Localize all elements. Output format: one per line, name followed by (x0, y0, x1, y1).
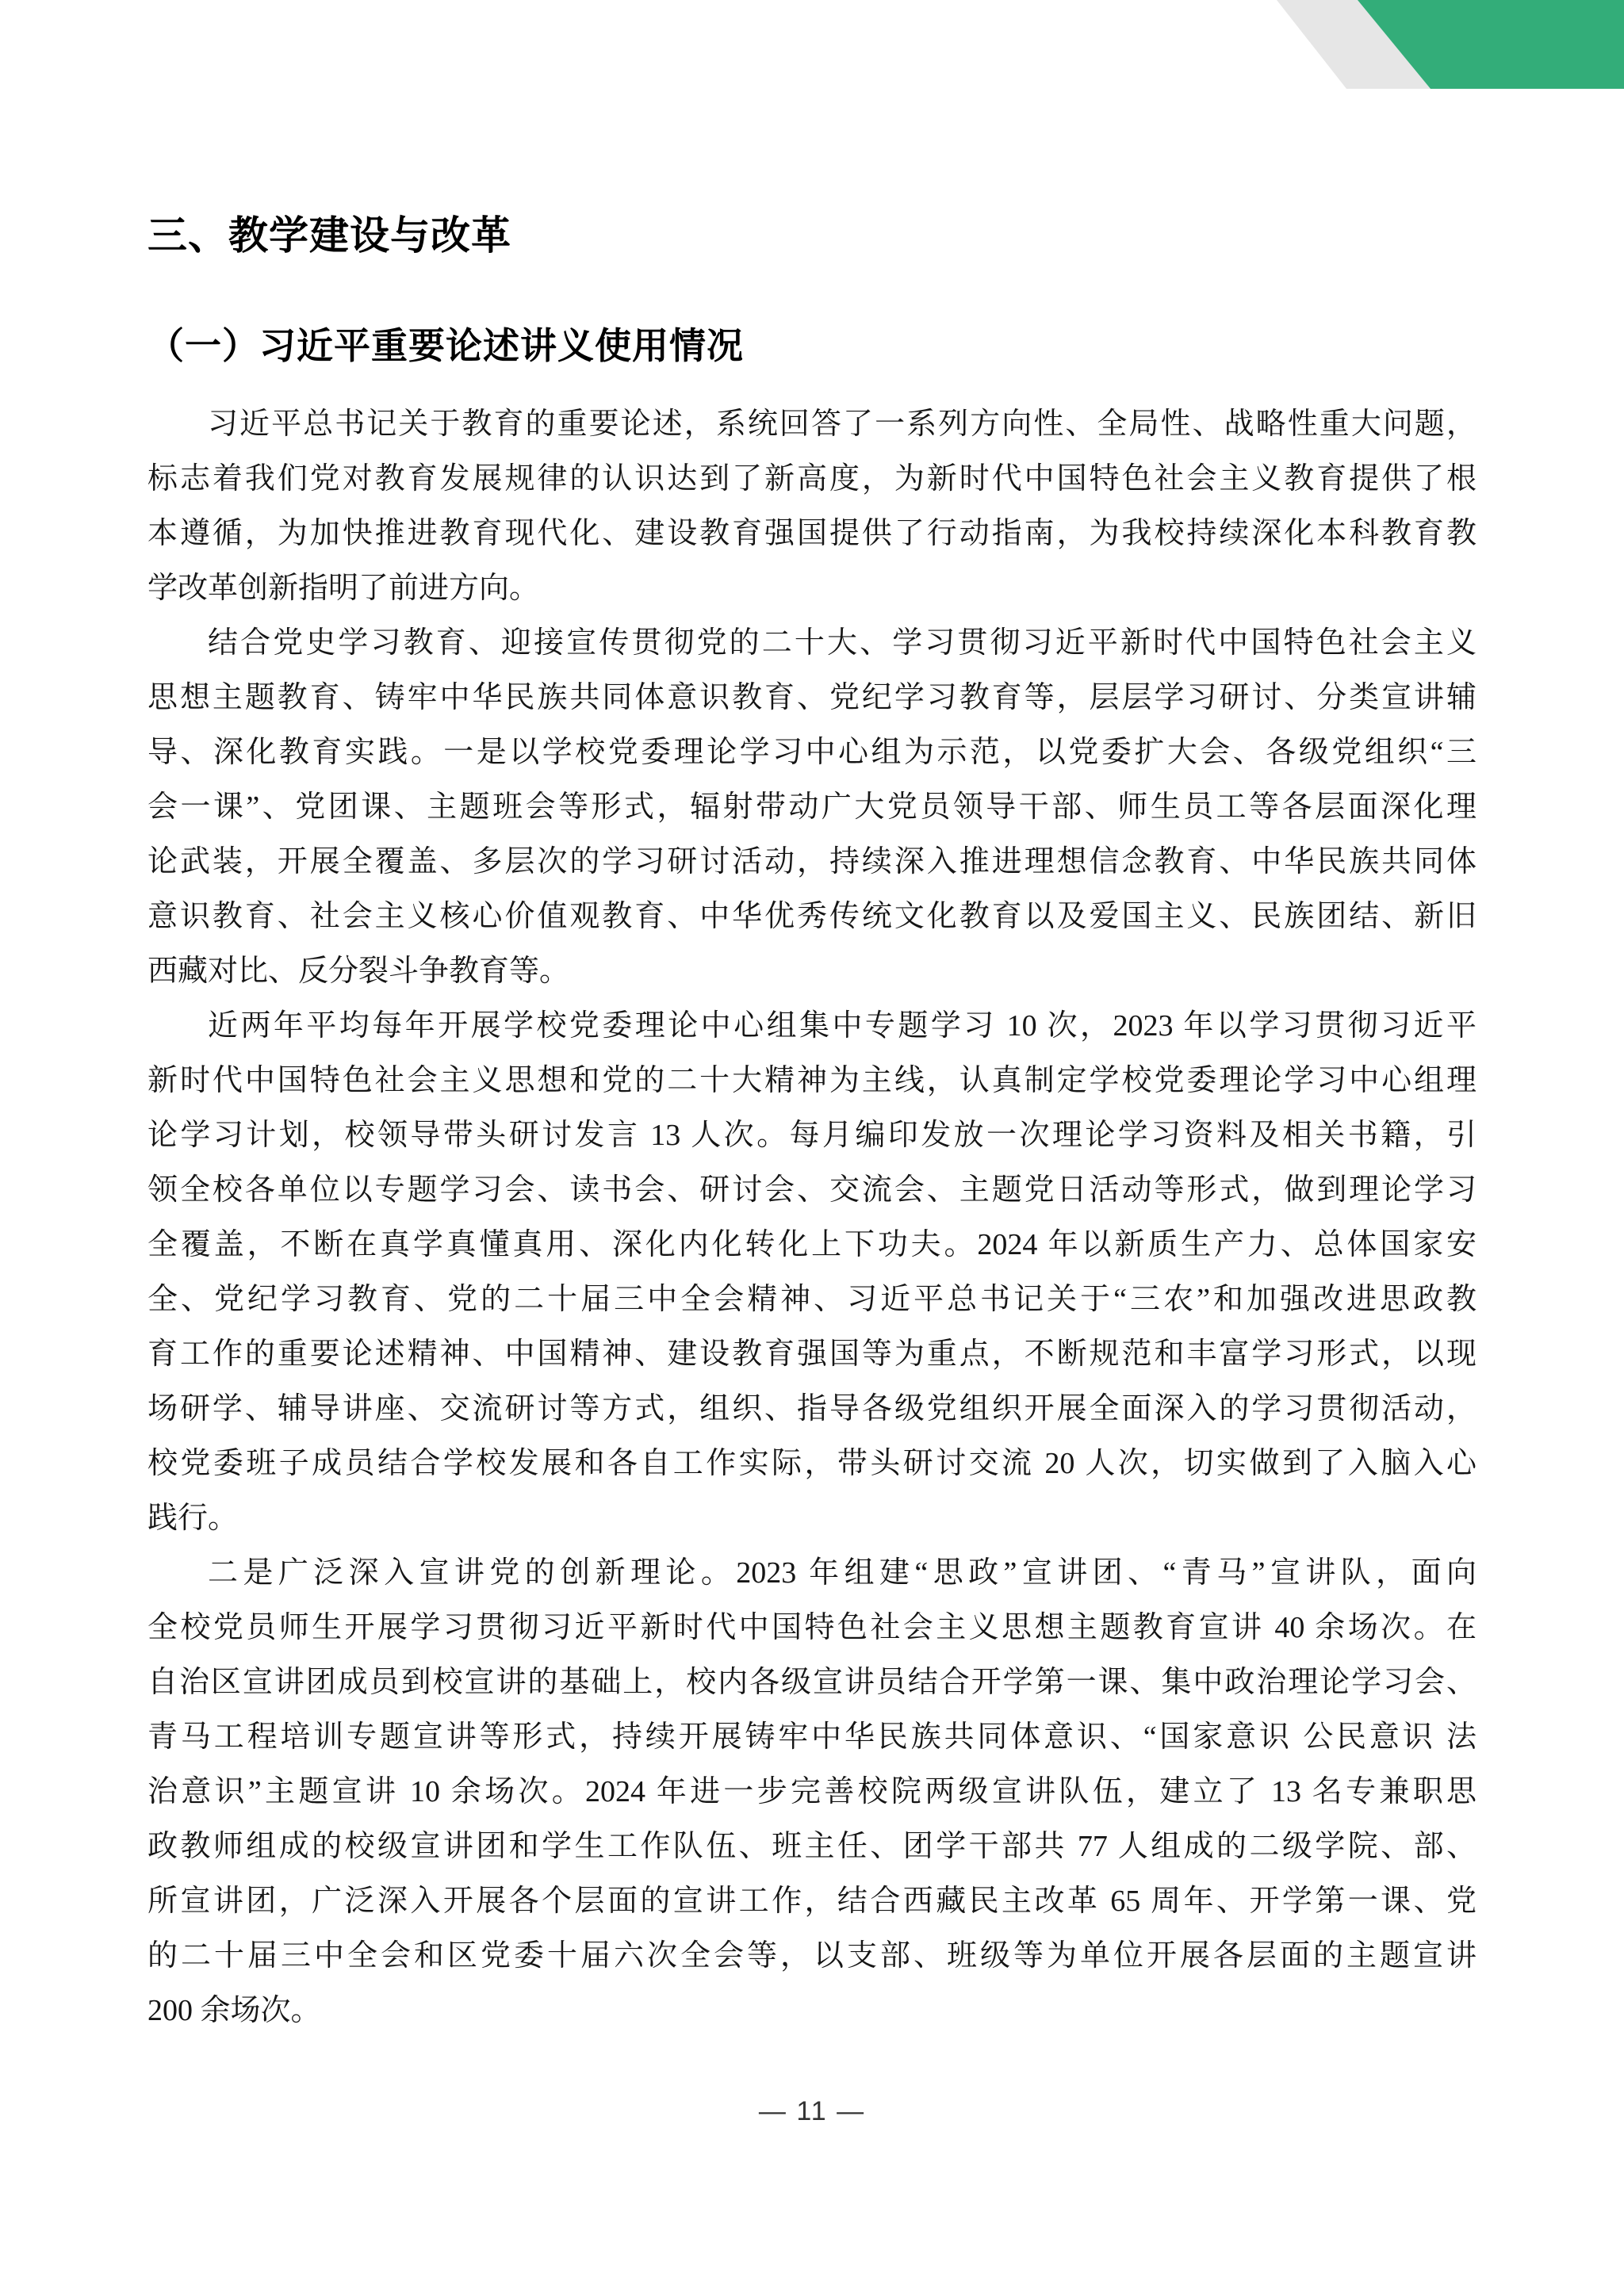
text-line: 学改革创新指明了前进方向。 (147, 572, 540, 605)
text-line: 全、党纪学习教育、党的二十届三中全会精神、习近平总书记关于“三农”和加强改进思政教 (147, 1283, 1477, 1316)
text-line: 政教师组成的校级宣讲团和学生工作队伍、班主任、团学干部共 77 人组成的二级学院、部、 (147, 1830, 1477, 1863)
text-line: 场研学、辅导讲座、交流研讨等方式，组织、指导各级党组织开展全面深入的学习贯彻活动， (147, 1392, 1477, 1425)
text-line: 导、深化教育实践。一是以学校党委理论学习中心组为示范，以党委扩大会、各级党组织“三 (147, 736, 1477, 769)
text-line: 思想主题教育、铸牢中华民族共同体意识教育、党纪学习教育等，层层学习研讨、分类宣讲辅 (147, 681, 1477, 714)
text-line: 自治区宣讲团成员到校宣讲的基础上，校内各级宣讲员结合开学第一课、集中政治理论学习会、 (147, 1666, 1477, 1699)
text-line: 践行。 (147, 1502, 239, 1535)
text-line: 所宣讲团，广泛深入开展各个层面的宣讲工作，结合西藏民主改革 65 周年、开学第一课、党 (147, 1885, 1477, 1918)
paragraph (147, 1546, 1477, 2038)
text-line: 论武装，开展全覆盖、多层次的学习研讨活动，持续深入推进理想信念教育、中华民族共同体 (147, 845, 1477, 878)
text-line: 西藏对比、反分裂斗争教育等。 (147, 955, 570, 988)
text-line: 本遵循，为加快推进教育现代化、建设教育强国提供了行动指南，为我校持续深化本科教育教 (147, 517, 1477, 550)
text-line: 全校党员师生开展学习贯彻习近平新时代中国特色社会主义思想主题教育宣讲 40 余场次。在 (147, 1611, 1477, 1644)
text-line: 领全校各单位以专题学习会、读书会、研讨会、交流会、主题党日活动等形式，做到理论学习 (147, 1173, 1477, 1207)
paragraph (147, 999, 1477, 1546)
text-line: 会一课”、党团课、主题班会等形式，辐射带动广大党员领导干部、师生员工等各层面深化理 (147, 790, 1477, 824)
banner-gray-parallelogram (0, 0, 1624, 89)
text-line: 新时代中国特色社会主义思想和党的二十大精神为主线，认真制定学校党委理论学习中心组理 (147, 1064, 1477, 1097)
body-text (147, 397, 1477, 2038)
page-number: — 11 — (758, 2096, 866, 2126)
banner-green-parallelogram (0, 0, 1624, 89)
text-line: 全覆盖，不断在真学真懂真用、深化内化转化上下功夫。2024 年以新质生产力、总体国家安 (147, 1228, 1477, 1261)
subsection-heading: （一）习近平重要论述讲义使用情况 (147, 325, 744, 366)
text-line: 习近平总书记关于教育的重要论述，系统回答了一系列方向性、全局性、战略性重大问题， (208, 408, 1477, 441)
paragraph (147, 397, 1477, 616)
page-corner-banner (0, 0, 1624, 89)
text-line: 二是广泛深入宣讲党的创新理论。2023 年组建“思政”宣讲团、“青马”宣讲队，面向 (208, 1556, 1477, 1590)
text-line: 育工作的重要论述精神、中国精神、建设教育强国等为重点，不断规范和丰富学习形式，以现 (147, 1337, 1477, 1371)
text-line: 结合党史学习教育、迎接宣传贯彻党的二十大、学习贯彻习近平新时代中国特色社会主义 (208, 626, 1477, 660)
text-line: 校党委班子成员结合学校发展和各自工作实际，带头研讨交流 20 人次，切实做到了入脑入心 (147, 1447, 1477, 1480)
text-line: 治意识”主题宣讲 10 余场次。2024 年进一步完善校院两级宣讲队伍，建立了 13 名专兼职思 (147, 1775, 1477, 1808)
text-line: 标志着我们党对教育发展规律的认识达到了新高度，为新时代中国特色社会主义教育提供了根 (147, 462, 1477, 496)
text-line: 论学习计划，校领导带头研讨发言 13 人次。每月编印发放一次理论学习资料及相关书籍，引 (147, 1119, 1477, 1152)
text-line: 的二十届三中全会和区党委十届六次全会等，以支部、班级等为单位开展各层面的主题宣讲 (147, 1939, 1477, 1973)
text-line: 意识教育、社会主义核心价值观教育、中华优秀传统文化教育以及爱国主义、民族团结、新旧 (147, 900, 1477, 933)
text-line: 青马工程培训专题宣讲等形式，持续开展铸牢中华民族共同体意识、“国家意识 公民意识 法 (147, 1720, 1477, 1754)
section-heading: 三、教学建设与改革 (147, 213, 511, 258)
text-line: 200 余场次。 (147, 1994, 321, 2027)
text-line: 近两年平均每年开展学校党委理论中心组集中专题学习 10 次，2023 年以学习贯彻习近平 (208, 1009, 1477, 1043)
paragraph (147, 616, 1477, 999)
